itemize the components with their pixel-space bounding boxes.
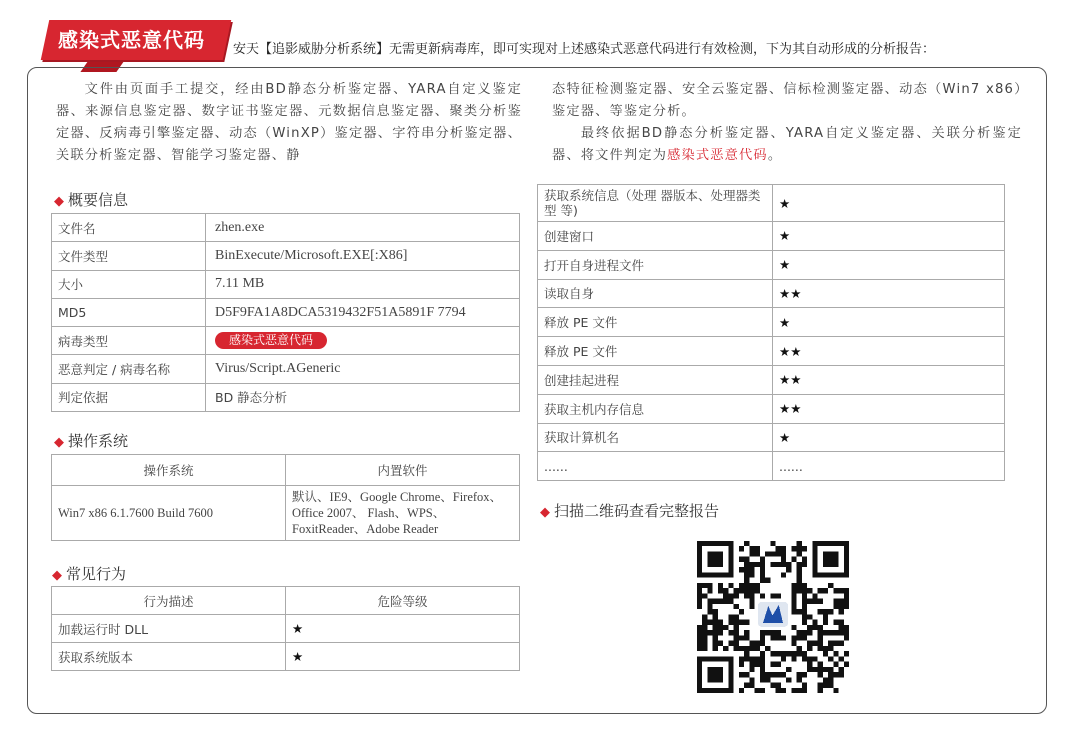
table-row	[538, 308, 1005, 337]
table-row	[538, 452, 1005, 481]
column-header: 行为描述	[52, 587, 286, 615]
summary-right-2: 最终依据BD静态分析鉴定器、YARA自定义鉴定器、关联分析鉴定器、将文件判定为	[552, 126, 1022, 163]
summary-left	[56, 79, 522, 167]
header-intro: 安天【追影威胁分析系统】无需更新病毒库，即可实现对上述感染式恶意代码进行有效检测，下为其自动形成的分析报告：	[233, 42, 936, 57]
overview-value: D5F9FA1A8DCA5319432F51A5891F 7794	[206, 298, 520, 326]
table-row	[538, 337, 1005, 366]
virus-type-badge: 感染式恶意代码	[215, 332, 327, 349]
overview-value: 7.11 MB	[206, 270, 520, 298]
column-header: 危险等级	[286, 587, 520, 615]
behavior-desc: 释放 PE 文件	[538, 337, 773, 366]
logo-icon	[758, 602, 788, 627]
overview-key: 恶意判定 / 病毒名称	[52, 355, 206, 383]
behavior-level: ......	[773, 452, 1005, 481]
table-header-row	[52, 455, 520, 486]
behavior-table	[51, 586, 520, 671]
summary-right-end: 。	[767, 148, 783, 163]
behavior-desc: 释放 PE 文件	[538, 308, 773, 337]
table-row	[538, 394, 1005, 423]
table-row	[52, 643, 520, 671]
overview-value: Virus/Script.AGeneric	[206, 355, 520, 383]
section-behavior-label: 常见行为	[66, 565, 127, 583]
behavior-desc: 创建挂起进程	[538, 365, 773, 394]
section-behavior	[52, 563, 126, 584]
table-row	[538, 250, 1005, 279]
behavior-level: ★★	[773, 365, 1005, 394]
header-badge-label: 感染式恶意代码	[58, 28, 205, 52]
behavior-desc: 创建窗口	[538, 222, 773, 251]
table-row	[52, 270, 520, 298]
section-qr	[540, 500, 719, 521]
diamond-icon: ◆	[52, 568, 62, 583]
table-row	[538, 222, 1005, 251]
section-os	[54, 430, 128, 451]
table-row	[538, 185, 1005, 222]
behavior-level: ★	[773, 308, 1005, 337]
overview-value: BinExecute/Microsoft.EXE[:X86]	[206, 242, 520, 270]
overview-table	[51, 213, 520, 412]
table-row	[538, 279, 1005, 308]
table-row	[52, 327, 520, 355]
overview-key: 文件类型	[52, 242, 206, 270]
behavior-level: ★	[773, 423, 1005, 452]
behavior-desc: 获取系统信息（处理 器版本、处理器类型 等)	[538, 185, 773, 222]
diamond-icon: ◆	[540, 505, 550, 520]
table-row	[538, 423, 1005, 452]
behavior-level: ★★	[773, 279, 1005, 308]
os-system: Win7 x86 6.1.7600 Build 7600	[52, 486, 286, 541]
behavior-desc: ......	[538, 452, 773, 481]
table-row	[52, 355, 520, 383]
behavior-continued-table	[537, 184, 1005, 481]
behavior-desc: 打开自身进程文件	[538, 250, 773, 279]
behavior-level: ★	[286, 643, 520, 671]
table-row	[52, 615, 520, 643]
overview-key: 大小	[52, 270, 206, 298]
behavior-level: ★★	[773, 394, 1005, 423]
summary-right-1: 态特征检测鉴定器、安全云鉴定器、信标检测鉴定器、动态（Win7 x86）鉴定器、等鉴定分析。	[552, 82, 1022, 119]
behavior-desc: 加载运行时 DLL	[52, 615, 286, 643]
diamond-icon: ◆	[54, 194, 64, 209]
summary-verdict: 感染式恶意代码	[667, 148, 768, 163]
table-header-row	[52, 587, 520, 615]
table-row	[52, 486, 520, 541]
behavior-level: ★	[773, 185, 1005, 222]
summary-right	[552, 79, 1022, 167]
section-qr-label: 扫描二维码查看完整报告	[554, 502, 720, 520]
table-row	[538, 365, 1005, 394]
column-header: 操作系统	[52, 455, 286, 486]
behavior-desc: 读取自身	[538, 279, 773, 308]
behavior-desc: 获取计算机名	[538, 423, 773, 452]
os-table	[51, 454, 520, 541]
overview-key: MD5	[52, 298, 206, 326]
os-software: 默认、IE9、Google Chrome、Firefox、Office 2007、 Flash、WPS、FoxitReader、Adobe Reader	[286, 486, 520, 541]
behavior-level: ★★	[773, 337, 1005, 366]
section-os-label: 操作系统	[68, 432, 129, 450]
table-row	[52, 242, 520, 270]
qr-code-image[interactable]	[696, 541, 850, 693]
behavior-level: ★	[773, 222, 1005, 251]
table-row	[52, 383, 520, 411]
behavior-level: ★	[286, 615, 520, 643]
overview-key: 文件名	[52, 214, 206, 242]
section-overview	[54, 189, 128, 210]
behavior-desc: 获取系统版本	[52, 643, 286, 671]
diamond-icon: ◆	[54, 435, 64, 450]
table-row	[52, 214, 520, 242]
overview-value: zhen.exe	[206, 214, 520, 242]
table-row	[52, 298, 520, 326]
behavior-desc: 获取主机内存信息	[538, 394, 773, 423]
column-header: 内置软件	[286, 455, 520, 486]
behavior-level: ★	[773, 250, 1005, 279]
section-overview-label: 概要信息	[68, 191, 129, 209]
overview-value: BD 静态分析	[206, 383, 520, 411]
overview-key: 病毒类型	[52, 327, 206, 355]
overview-value	[206, 327, 520, 355]
overview-key: 判定依据	[52, 383, 206, 411]
summary-left-text: 文件由页面手工提交，经由BD静态分析鉴定器、YARA自定义鉴定器、来源信息鉴定器、数字证书鉴定器、元数据信息鉴定器、聚类分析鉴定器、反病毒引擎鉴定器、动态（WinXP）鉴定器、字符串分析鉴定器、关联分析鉴定器、智能学习鉴定器、静	[56, 82, 522, 163]
